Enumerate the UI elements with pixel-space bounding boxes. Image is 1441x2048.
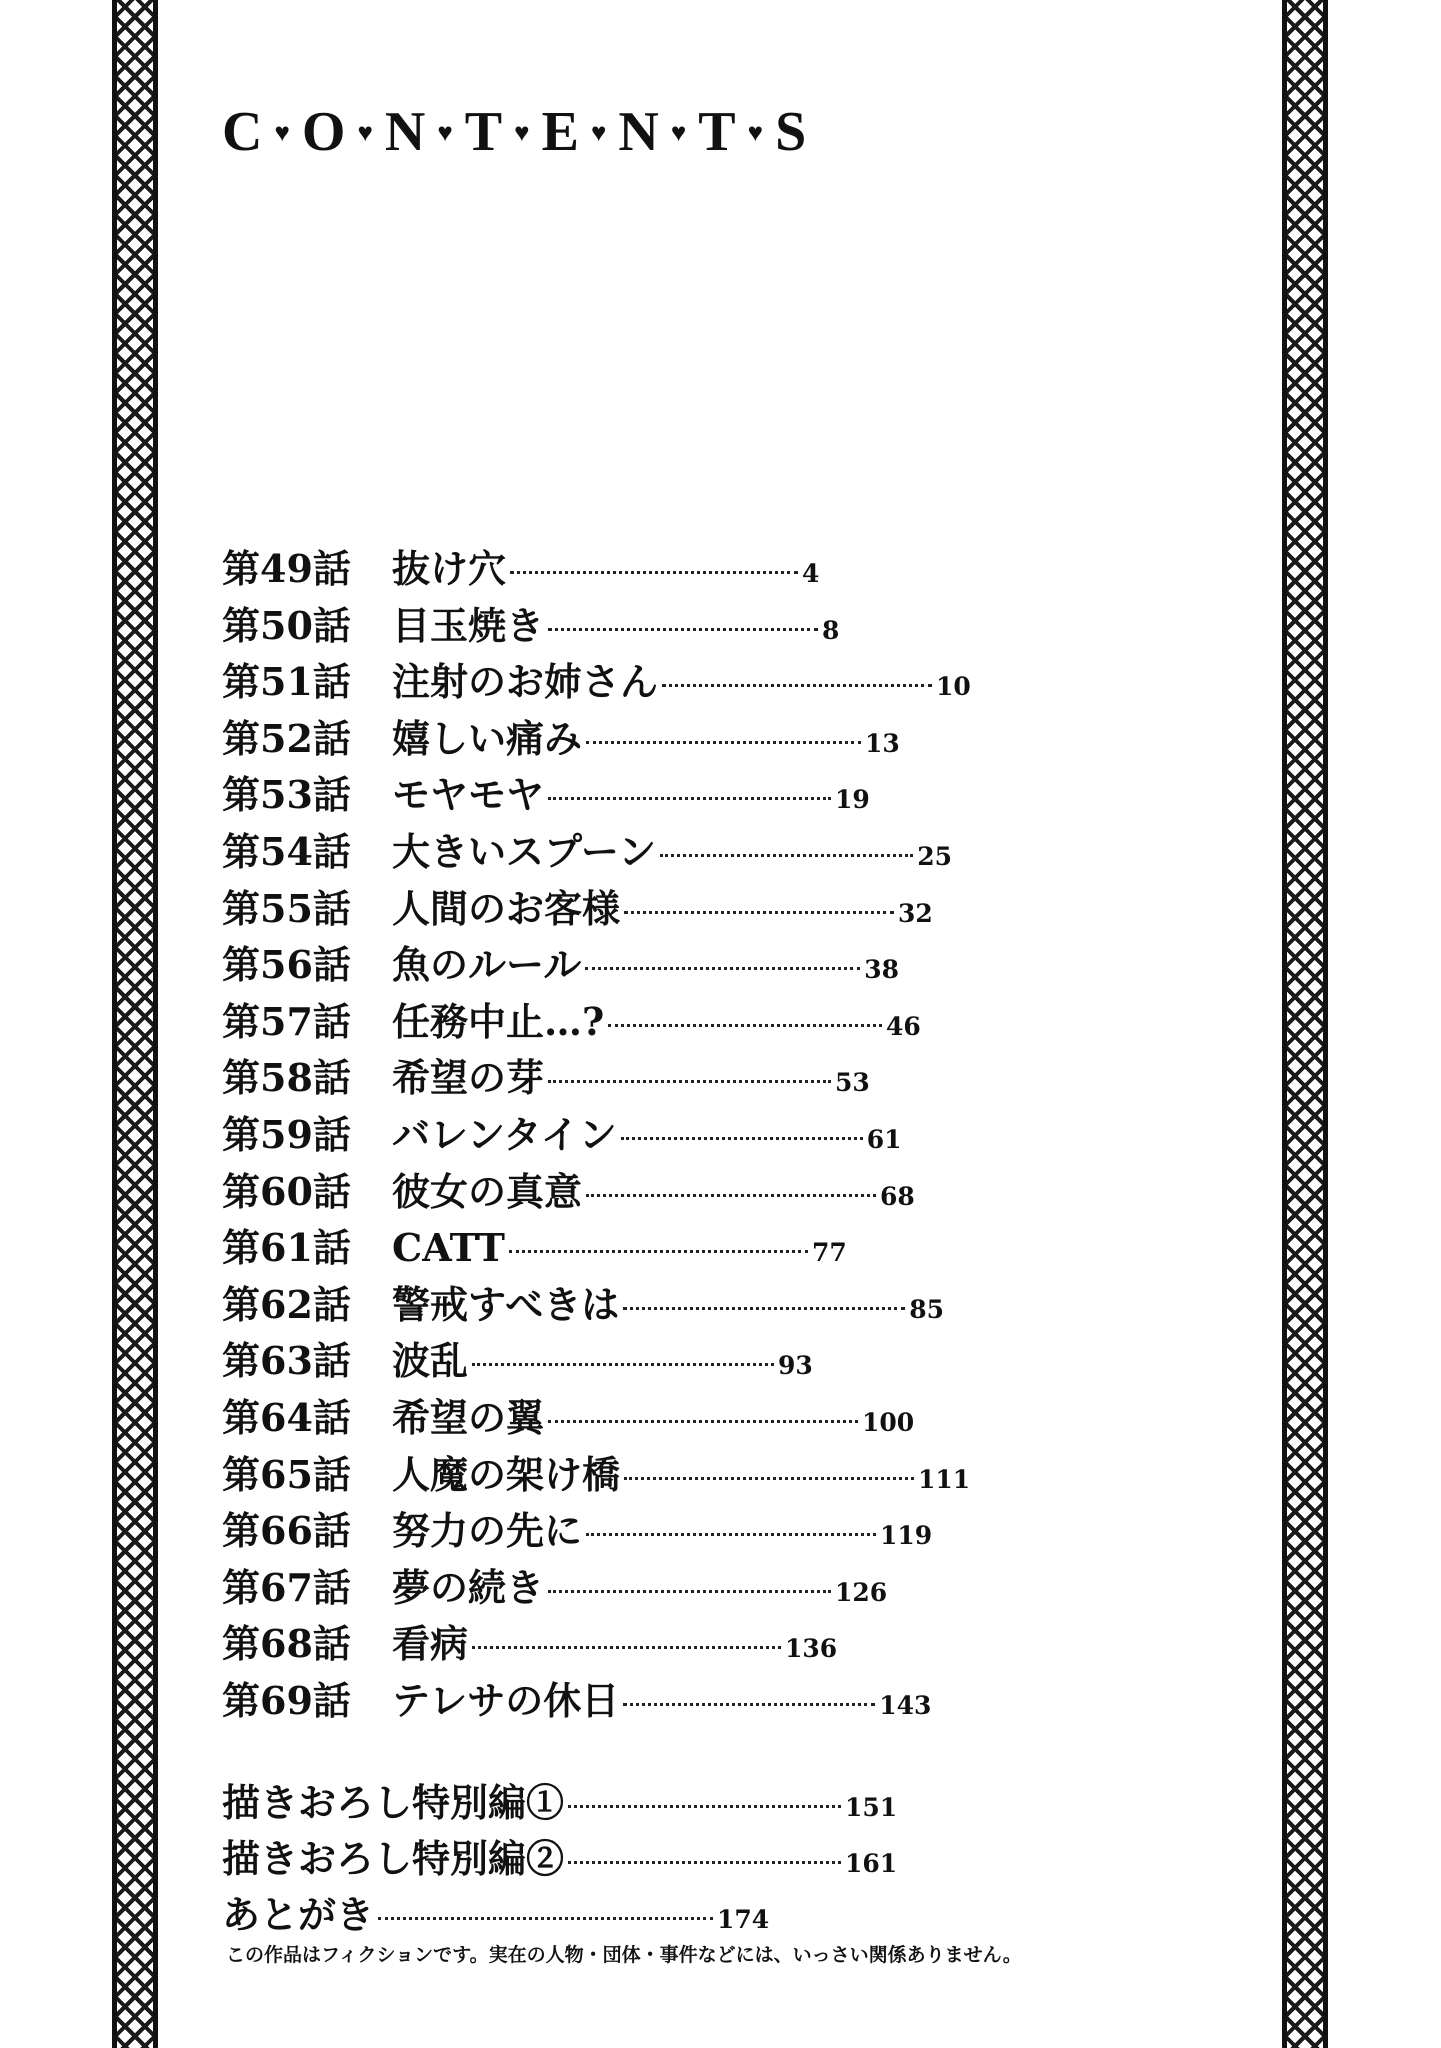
chapter-row	[222, 1387, 982, 1444]
chapter-number: 第61話	[222, 1225, 351, 1271]
chapter-number: 第54話	[222, 828, 351, 874]
chapter-number: 第65話	[222, 1451, 351, 1497]
chapter-title: 看病	[392, 1621, 469, 1667]
chapter-row	[222, 991, 982, 1048]
title-separator-heart: ♥	[357, 118, 375, 148]
chapter-title: 魚のルール	[392, 942, 582, 988]
chapter-title: 警戒すべきは	[392, 1281, 620, 1327]
chapter-page-number: 38	[864, 955, 900, 985]
chapter-number: 第62話	[222, 1281, 351, 1327]
chapter-row	[222, 1217, 982, 1274]
chapter-row	[222, 538, 982, 595]
chapter-number: 第52話	[222, 715, 351, 761]
extra-page-number: 161	[845, 1849, 898, 1878]
extra-row	[222, 1884, 897, 1940]
chapter-number: 第66話	[222, 1508, 351, 1554]
dot-leader	[509, 1250, 808, 1253]
dot-leader	[586, 1533, 876, 1536]
extra-title: 描きおろし特別編②	[222, 1836, 565, 1881]
chapter-number: 第53話	[222, 772, 351, 818]
dot-leader	[548, 1590, 831, 1593]
chapter-row	[222, 1104, 982, 1161]
chapter-page-number: 32	[898, 898, 933, 928]
dot-leader	[660, 854, 913, 857]
chapter-title: 目玉焼き	[392, 602, 545, 648]
chapter-page-number: 111	[918, 1464, 971, 1494]
extra-row	[222, 1828, 897, 1884]
chapter-title: バレンタイン	[392, 1111, 617, 1157]
title-separator-heart: ♥	[437, 118, 455, 148]
chapter-row	[222, 1613, 982, 1670]
extra-page-number: 151	[845, 1793, 898, 1822]
title-separator-heart: ♥	[590, 118, 609, 148]
dot-leader	[510, 571, 798, 574]
chapter-title: 嬉しい痛み	[392, 715, 583, 761]
chapter-row	[222, 878, 982, 935]
title-letter: T	[464, 101, 505, 163]
chapter-number: 第69話	[222, 1677, 351, 1723]
dot-leader	[548, 628, 818, 631]
extra-row	[222, 1772, 897, 1828]
dot-leader	[568, 1805, 841, 1808]
chapter-row	[222, 934, 982, 991]
chapter-number: 第50話	[222, 602, 351, 648]
chapter-number: 第58話	[222, 1055, 351, 1101]
extra-title: 描きおろし特別編①	[222, 1780, 565, 1825]
chapter-page-number: 10	[936, 672, 971, 702]
chapter-number: 第64話	[222, 1394, 351, 1440]
chapter-title: 波乱	[392, 1338, 469, 1384]
chapter-title: 任務中止…?	[392, 998, 605, 1044]
dot-leader	[378, 1917, 713, 1920]
dot-leader	[548, 1080, 831, 1083]
chapter-number: 第56話	[222, 942, 351, 988]
title-letter: N	[384, 101, 428, 163]
extra-page-number: 174	[717, 1905, 770, 1934]
title-letter: C	[222, 101, 265, 163]
chapter-title: 希望の翼	[392, 1394, 545, 1440]
chapter-number: 第51話	[222, 659, 351, 705]
fiction-notice: この作品はフィクションです。実在の人物・団体・事件などには、いっさい関係ありません。	[226, 1944, 1022, 1966]
chapter-title: 抜け穴	[392, 546, 507, 591]
chapter-page-number: 126	[835, 1577, 888, 1607]
chapter-number: 第63話	[222, 1338, 351, 1384]
contents-title	[222, 100, 808, 164]
chapter-title: 大きいスプーン	[392, 828, 657, 874]
dot-leader	[586, 741, 861, 744]
dot-leader	[624, 911, 894, 914]
chapter-number: 第55話	[222, 885, 351, 931]
title-letter: O	[301, 101, 348, 163]
chapter-row	[222, 821, 982, 878]
chapter-title: テレサの休日	[392, 1677, 620, 1723]
chapter-row	[222, 708, 982, 765]
dot-leader	[624, 1477, 914, 1480]
chapter-page-number: 119	[880, 1521, 933, 1551]
chapter-row	[222, 651, 982, 708]
chapter-row	[222, 764, 982, 821]
chapter-number: 第57話	[222, 998, 351, 1044]
title-letter: T	[698, 101, 738, 163]
chapter-number: 第68話	[222, 1621, 351, 1667]
chapter-page-number: 61	[866, 1124, 902, 1154]
chapter-title: モヤモヤ	[392, 772, 545, 818]
title-separator-heart: ♥	[514, 118, 532, 148]
dot-leader	[608, 1024, 882, 1027]
chapter-page-number: 143	[879, 1690, 932, 1720]
chapter-title: 人魔の架け橋	[392, 1451, 621, 1497]
chapter-number: 第67話	[222, 1564, 351, 1610]
chapter-page-number: 8	[822, 615, 840, 645]
chapter-list	[222, 538, 982, 1726]
dot-leader	[623, 1307, 905, 1310]
title-separator-heart: ♥	[670, 118, 689, 148]
chapter-title: 希望の芽	[392, 1055, 545, 1101]
dot-leader	[585, 967, 860, 970]
chapter-row	[222, 1500, 982, 1557]
dot-leader	[568, 1861, 841, 1864]
chapter-title: CATT	[392, 1225, 505, 1271]
dot-leader	[472, 1363, 774, 1366]
chapter-page-number: 4	[802, 559, 820, 588]
dot-leader	[586, 1194, 876, 1197]
chapter-page-number: 93	[778, 1351, 813, 1381]
chapter-number: 第59話	[222, 1111, 351, 1157]
dot-leader	[472, 1646, 781, 1649]
chapter-page-number: 100	[862, 1407, 915, 1437]
chapter-title: 彼女の真意	[392, 1168, 583, 1214]
chapter-page-number: 136	[785, 1634, 838, 1664]
title-separator-heart: ♥	[274, 118, 292, 148]
chapter-page-number: 68	[880, 1181, 915, 1211]
chapter-page-number: 53	[835, 1068, 870, 1098]
chapter-page-number: 25	[917, 841, 953, 871]
chapter-page-number: 46	[886, 1011, 921, 1041]
chapter-page-number: 85	[909, 1294, 945, 1324]
title-letter: E	[541, 101, 581, 163]
chapter-page-number: 19	[835, 785, 870, 815]
chapter-row	[222, 1330, 982, 1387]
chapter-page-number: 77	[812, 1238, 847, 1268]
dot-leader	[621, 1137, 863, 1140]
extra-title: あとがき	[222, 1892, 375, 1937]
chapter-number: 第60話	[222, 1168, 351, 1214]
title-separator-heart: ♥	[747, 118, 766, 148]
chapter-row	[222, 1047, 982, 1104]
chapter-row	[222, 595, 982, 652]
chapter-page-number: 13	[865, 728, 900, 758]
dot-leader	[662, 684, 932, 687]
decorative-border-right	[1282, 0, 1328, 2048]
dot-leader	[548, 1420, 858, 1423]
chapter-row	[222, 1557, 982, 1614]
decorative-border-left	[112, 0, 158, 2048]
chapter-row	[222, 1444, 982, 1501]
chapter-number: 第49話	[222, 546, 351, 591]
dot-leader	[623, 1703, 875, 1706]
chapter-title: 夢の続き	[392, 1564, 545, 1610]
dot-leader	[548, 797, 831, 800]
title-letter: S	[775, 101, 809, 163]
chapter-row	[222, 1670, 982, 1727]
title-letter: N	[618, 101, 661, 163]
extras-list	[222, 1772, 897, 1940]
chapter-title: 努力の先に	[392, 1508, 583, 1554]
chapter-title: 注射のお姉さん	[392, 659, 659, 705]
chapter-row	[222, 1161, 982, 1218]
chapter-title: 人間のお客様	[392, 885, 621, 931]
chapter-row	[222, 1274, 982, 1331]
